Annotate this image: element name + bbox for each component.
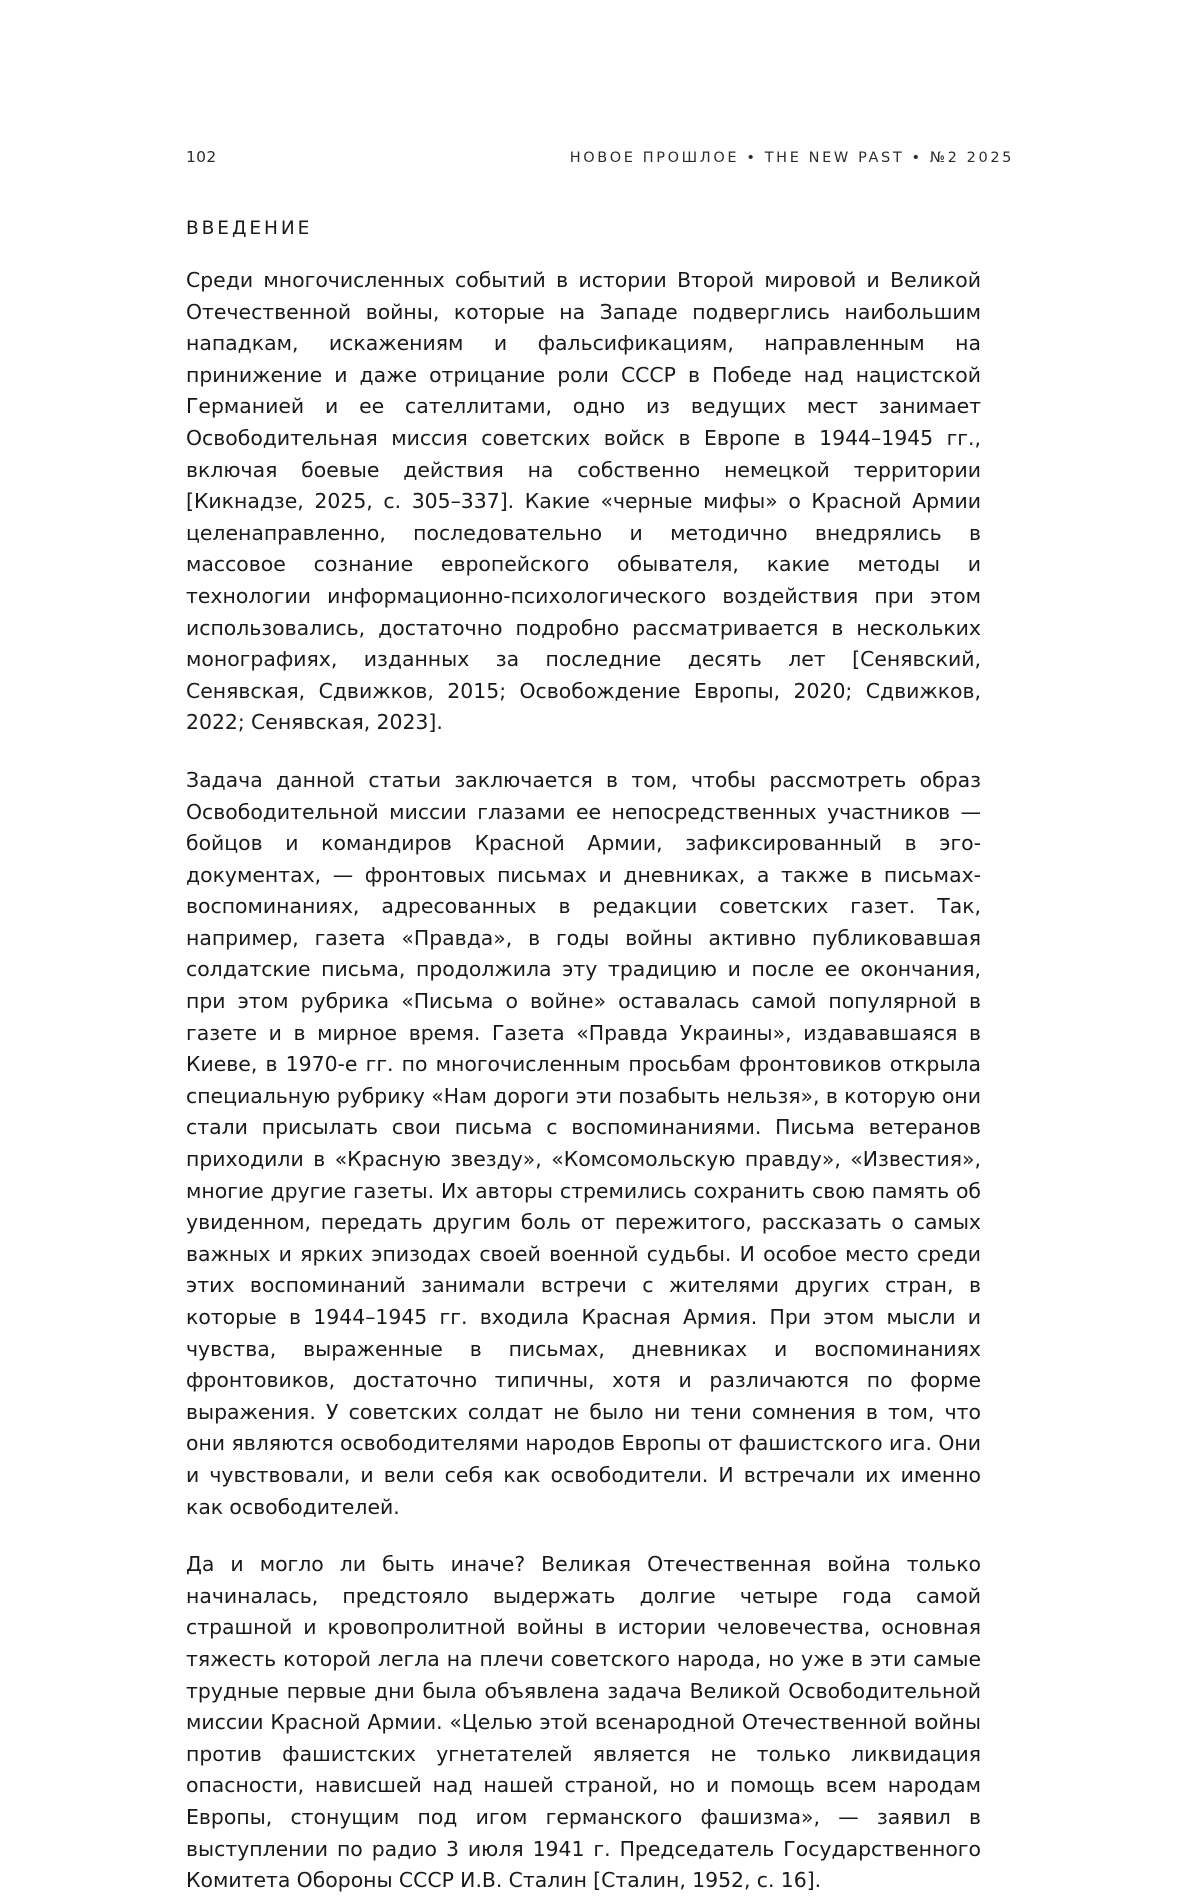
paragraph: Среди многочисленных событий в истории Второй мировой и Великой Отечественной войны, которые на Западе подверглись наибольшим нападкам, искажениям и фальсификациям, направленным на принижение и даже отрицание роли СССР в Победе над нацистской Германией и ее сателлитами, одно из ведущих мест занимает Освободительная миссия советских войск в Европе в 1944–1945 гг., включая боевые действия на собственно немецкой территории [Кикнадзе, 2025, с. 305–337]. Какие «черные мифы» о Красной Армии целенаправленно, последовательно и методично внедрялись в массовое сознание европейского обывателя, какие методы и технологии информационно-психологического воздействия при этом использовались, достаточно подробно рассматривается в нескольких монографиях, изданных за последние десять лет [Сенявский, Сенявская, Сдвижков, 2015; Освобождение Европы, 2020; Сдвижков, 2022; Сенявская, 2023]. [186,268,981,735]
section-heading: ВВЕДЕНИЕ [186,218,313,239]
article-body [186,218,981,1897]
running-head [186,148,1014,166]
page-number: 102 [186,148,217,166]
paragraph: Задача данной статьи заключается в том, чтобы рассмотреть образ Освободительной миссии глазами ее непосредственных участников — бойцов и командиров Красной Армии, зафиксированный в эго-документах, — фронтовых письмах и дневниках, а также в письмах-воспоминаниях, адресованных в редакции советских газет. Так, например, газета «Правда», в годы войны активно публиковавшая солдатские письма, продолжила эту традицию и после ее окончания, при этом рубрика «Письма о войне» оставалась самой популярной в газете и в мирное время. Газета «Правда Украины», издававшаяся в Киеве, в 1970-е гг. по многочисленным просьбам фронтовиков открыла специальную рубрику «Нам дороги эти позабыть нельзя», в которую они стали присылать свои письма с воспоминаниями. Письма ветеранов приходили в «Красную звезду», «Комсомольскую правду», «Известия», многие другие газеты. Их авторы стремились сохранить свою память об увиденном, передать другим боль от пережитого, рассказать о самых важных и ярких эпизодах своей военной судьбы. И особое место среди этих воспоминаний занимали встречи с жителями других стран, в которые в 1944–1945 гг. входила Красная Армия. При этом мысли и чувства, выраженные в письмах, дневниках и воспоминаниях фронтовиков, достаточно типичны, хотя и различаются по форме выражения. У советских солдат не было ни тени сомнения в том, что они являются освободителями народов Европы от фашистского ига. Они и чувствовали, и вели себя как освободители. И встречали их именно как освободителей. [186,767,981,1519]
journal-issue-line: НОВОЕ ПРОШЛОЕ • THE NEW PAST • №2 2025 [569,150,1014,166]
paragraph: Да и могло ли быть иначе? Великая Отечественная война только начиналась, предстояло выдержать долгие четыре года самой страшной и кровопролитной войны в истории человечества, основная тяжесть которой легла на плечи советского народа, но уже в эти самые трудные первые дни была объявлена задача Великой Освободительной миссии Красной Армии. «Целью этой всенародной Отечественной войны против фашистских угнетателей является не только ликвидация опасности, нависшей над нашей страной, но и помощь всем народам Европы, стонущим под игом германского фашизма», — заявил в выступлении по радио 3 июля 1941 г. Председатель Государственного Комитета Обороны СССР И.В. Сталин [Сталин, 1952, с. 16]. [186,1552,981,1893]
